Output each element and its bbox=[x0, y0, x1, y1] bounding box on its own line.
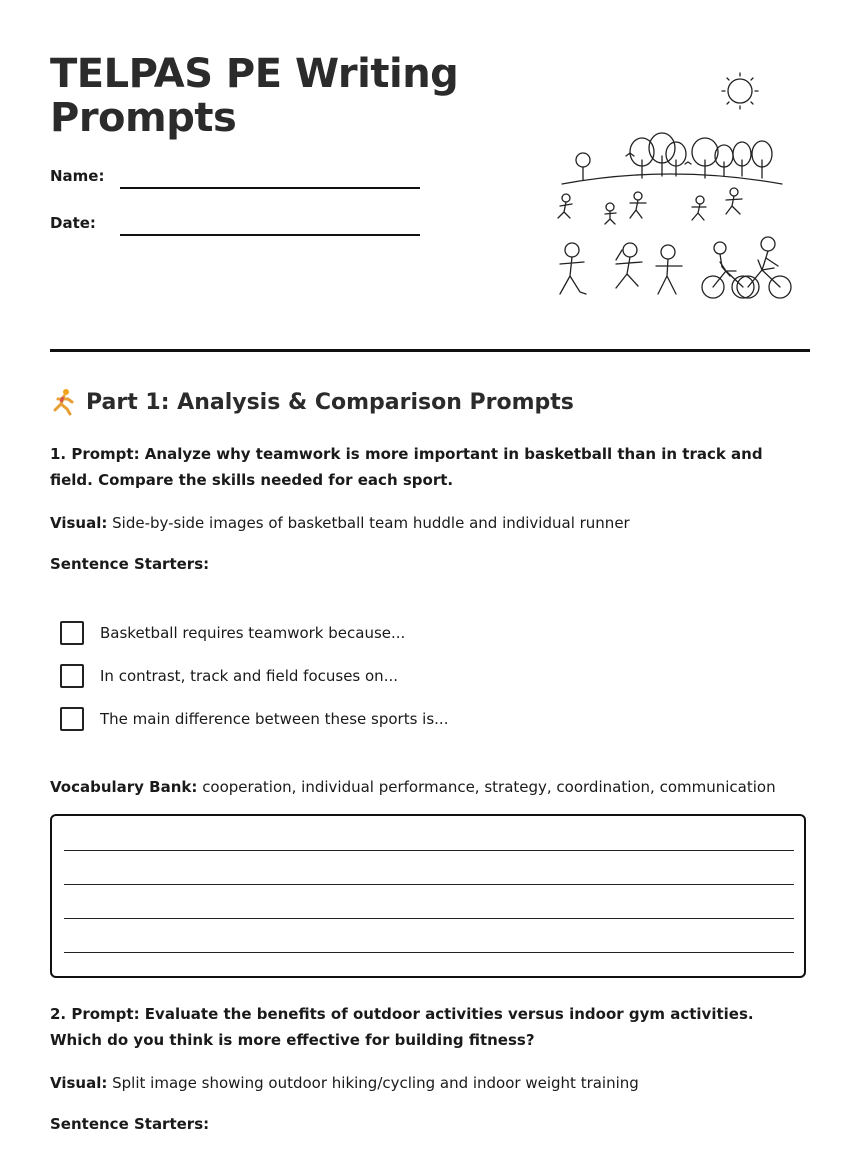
section-heading-text: Part 1: Analysis & Comparison Prompts bbox=[86, 389, 574, 415]
small-runners-icon bbox=[558, 188, 742, 224]
prompt-1-visual-text: Side-by-side images of basketball team huddle and individual runner bbox=[112, 514, 630, 532]
starter-text: Basketball requires teamwork because... bbox=[100, 624, 406, 642]
date-line[interactable] bbox=[120, 234, 420, 236]
date-field[interactable] bbox=[50, 212, 420, 236]
prompt-1-vocabulary bbox=[50, 776, 810, 798]
starter-checkbox-row[interactable] bbox=[60, 621, 405, 645]
page-title: TELPAS PE Writing Prompts bbox=[50, 51, 459, 141]
name-label: Name: bbox=[50, 167, 105, 185]
children-running-icon bbox=[560, 243, 682, 294]
prompt-2-starters-heading bbox=[50, 1113, 810, 1135]
prompt-2-starters-label: Sentence Starters: bbox=[50, 1115, 210, 1133]
prompt-1-starters-label: Sentence Starters: bbox=[50, 555, 210, 573]
starter-text: In contrast, track and field focuses on... bbox=[100, 667, 398, 685]
section-heading bbox=[50, 388, 574, 416]
header-divider bbox=[50, 349, 810, 352]
checkbox[interactable] bbox=[60, 707, 84, 731]
date-label: Date: bbox=[50, 214, 96, 232]
vocab-label: Vocabulary Bank: bbox=[50, 778, 198, 796]
writing-line[interactable] bbox=[64, 918, 794, 919]
runner-icon bbox=[50, 388, 76, 416]
vocab-text: cooperation, individual performance, strategy, coordination, communication bbox=[202, 778, 776, 796]
writing-line[interactable] bbox=[64, 850, 794, 851]
starter-text: The main difference between these sports is... bbox=[100, 710, 449, 728]
prompt-2-visual-text: Split image showing outdoor hiking/cycling and indoor weight training bbox=[112, 1074, 639, 1092]
sun-icon bbox=[722, 73, 758, 109]
prompt-2-question: 2. Prompt: Evaluate the benefits of outdoor activities versus indoor gym activities. Which do you think is more effective for building fitness? bbox=[50, 1005, 754, 1049]
prompt-2-visual-label: Visual: bbox=[50, 1074, 108, 1092]
checkbox[interactable] bbox=[60, 664, 84, 688]
name-line[interactable] bbox=[120, 187, 420, 189]
writing-line[interactable] bbox=[64, 884, 794, 885]
name-field[interactable] bbox=[50, 165, 420, 189]
prompt-1-visual-label: Visual: bbox=[50, 514, 108, 532]
starter-checkbox-row[interactable] bbox=[60, 664, 398, 688]
prompt-2-visual bbox=[50, 1072, 810, 1094]
trees-icon bbox=[576, 133, 772, 180]
answer-writing-box[interactable] bbox=[50, 814, 806, 978]
prompt-1-question: 1. Prompt: Analyze why teamwork is more important in basketball than in track and field. Compare the skills needed for each sport. bbox=[50, 445, 763, 489]
park-scene-illustration bbox=[550, 68, 800, 308]
checkbox[interactable] bbox=[60, 621, 84, 645]
writing-line[interactable] bbox=[64, 952, 794, 953]
starter-checkbox-row[interactable] bbox=[60, 707, 448, 731]
prompt-1-visual bbox=[50, 512, 810, 534]
prompt-1-starters-heading bbox=[50, 553, 810, 575]
cyclists-icon bbox=[702, 237, 791, 298]
